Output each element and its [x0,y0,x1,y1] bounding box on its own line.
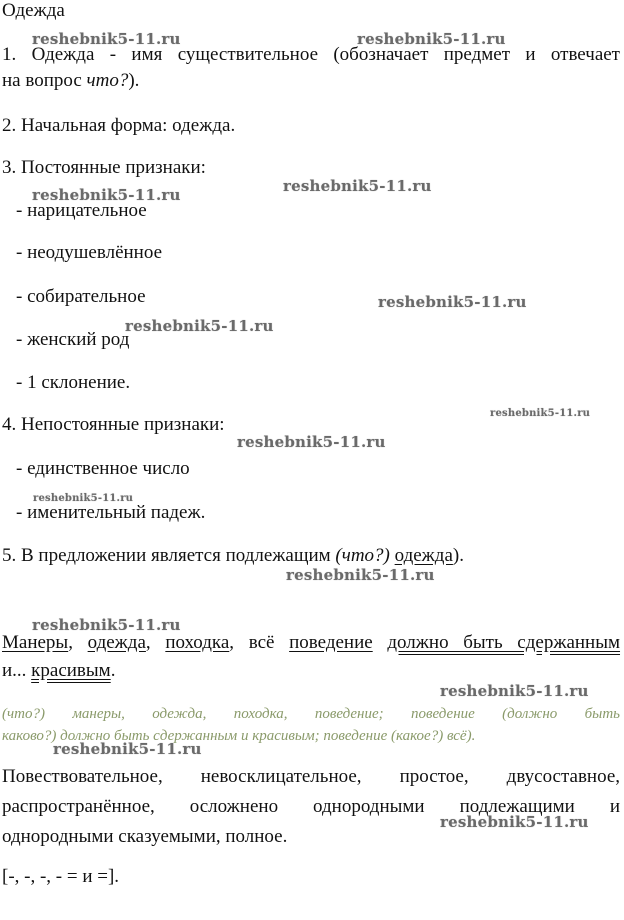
analysis-item-5 [2,545,464,567]
punct: , [145,632,166,653]
analysis-item-2: 2. Начальная форма: одежда. [2,115,236,136]
question-note-line-1: (что?) манеры, одежда, походка, поведение; поведение (должно быть [2,706,620,722]
const-feature: - неодушевлённое [16,242,162,263]
sentence-line-2 [2,660,115,682]
text: ). [128,70,140,91]
const-feature: - 1 склонение. [16,372,131,393]
punct: , [68,632,88,653]
characteristics-line-1: Повествовательное, невосклицательное, простое, двусоставное, [2,766,620,787]
watermark: reshebnik5-11.ru [378,293,527,311]
question: (что?) [335,545,390,566]
subject-word: походка [165,632,230,653]
characteristics-line-3: однородными сказуемыми, полное. [2,826,288,847]
analysis-item-1-cont [2,70,139,92]
punct: , всё [229,632,290,653]
watermark: reshebnik5-11.ru [33,493,134,504]
watermark: reshebnik5-11.ru [32,616,181,634]
analysis-item-4: 4. Непостоянные признаки: [2,414,225,435]
text: . [110,660,116,681]
watermark: reshebnik5-11.ru [237,433,386,451]
question-note-line-2: каково?) должно быть сдержанным и красивым; поведение (какое?) всё). [2,728,476,744]
watermark: reshebnik5-11.ru [32,186,181,204]
sentence-scheme: [-, -, -, - = и =]. [2,866,120,887]
page-title: Одежда [2,0,65,21]
const-feature: - женский род [16,329,130,350]
watermark: reshebnik5-11.ru [53,740,202,758]
watermark: reshebnik5-11.ru [357,30,506,48]
watermark: reshebnik5-11.ru [32,30,181,48]
sentence-line-1 [2,632,620,654]
const-feature: - нарицательное [16,200,147,221]
watermark: reshebnik5-11.ru [490,408,591,419]
subject-word: одежда [394,545,453,566]
analysis-item-1: 1. Одежда - имя существительное (обозначает предмет и отвечает [2,44,620,65]
text: ). [452,545,464,566]
subject-word: одежда [87,632,146,653]
subject-word: поведение [289,632,373,653]
var-feature: - единственное число [16,458,190,479]
predicate-word: красивым [31,660,111,681]
watermark: reshebnik5-11.ru [286,566,435,584]
text: и... [2,660,32,681]
watermark: reshebnik5-11.ru [440,813,589,831]
predicate-word: должно быть сдержанным [387,632,621,653]
question: что? [86,70,129,91]
subject-word: Манеры [2,632,69,653]
watermark: reshebnik5-11.ru [440,682,589,700]
punct [373,632,388,653]
characteristics-line-2: распространённое, осложнено однородными подлежащими и [2,796,620,817]
text: на вопрос [2,70,87,91]
text: 5. В предложении является подлежащим [2,545,336,566]
const-feature: - собирательное [16,286,146,307]
var-feature: - именительный падеж. [16,502,206,523]
analysis-item-3: 3. Постоянные признаки: [2,157,206,178]
watermark: reshebnik5-11.ru [125,317,274,335]
watermark: reshebnik5-11.ru [283,177,432,195]
